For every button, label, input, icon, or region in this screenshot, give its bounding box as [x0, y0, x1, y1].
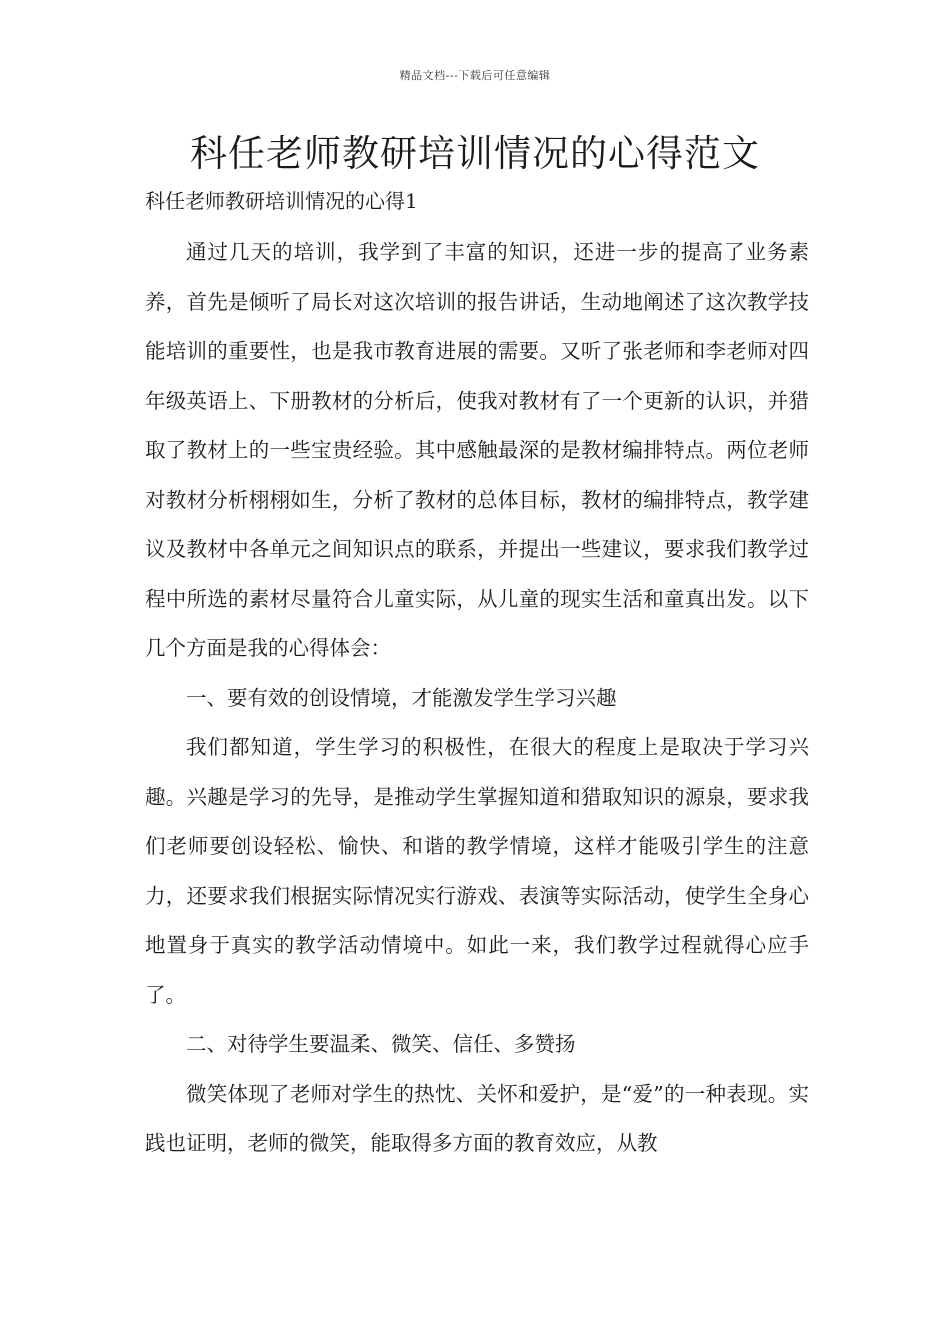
section-heading-2: 二、对待学生要温柔、微笑、信任、多赞扬 [186, 1032, 576, 1056]
document-body [145, 228, 809, 1169]
paragraph-intro: 通过几天的培训，我学到了丰富的知识，还进一步的提高了业务素养，首先是倾听了局长对这次培训的报告讲话，生动地阐述了这次教学技能培训的重要性，也是我市教育进展的需要。又听了张老师和李老师对四年级英语上、下册教材的分析后，使我对教材有了一个更新的认识，并猎取了教材上的一些宝贵经验。其中感触最深的是教材编排特点。两位老师对教材分析栩栩如生，分析了教材的总体目标，教材的编排特点，教学建议及教材中各单元之间知识点的联系，并提出一些建议，要求我们教学过程中所选的素材尽量符合儿童实际，从儿童的现实生活和童真出发。以下几个方面是我的心得体会： [145, 240, 809, 660]
paragraph-section-1: 我们都知道，学生学习的积极性，在很大的程度上是取决于学习兴趣。兴趣是学习的先导，是推动学生掌握知道和猎取知识的源泉，要求我们老师要创设轻松、愉快、和谐的教学情境，这样才能吸引学生的注意力，还要求我们根据实际情况实行游戏、表演等实际活动，使学生全身心地置身于真实的教学活动情境中。如此一来，我们教学过程就得心应手了。 [145, 735, 809, 1007]
header-note: 精品文档---下载后可任意编辑 [399, 69, 551, 82]
document-subtitle: 科任老师教研培训情况的心得1 [145, 189, 418, 213]
paragraph-section-2: 微笑体现了老师对学生的热忱、关怀和爱护，是“爱”的一种表现。实践也证明，老师的微笑，能取得多方面的教育效应，从教 [145, 1081, 809, 1155]
document-title: 科任老师教研培训情况的心得范文 [190, 132, 760, 175]
section-heading-1: 一、要有效的创设情境，才能激发学生学习兴趣 [186, 685, 617, 710]
